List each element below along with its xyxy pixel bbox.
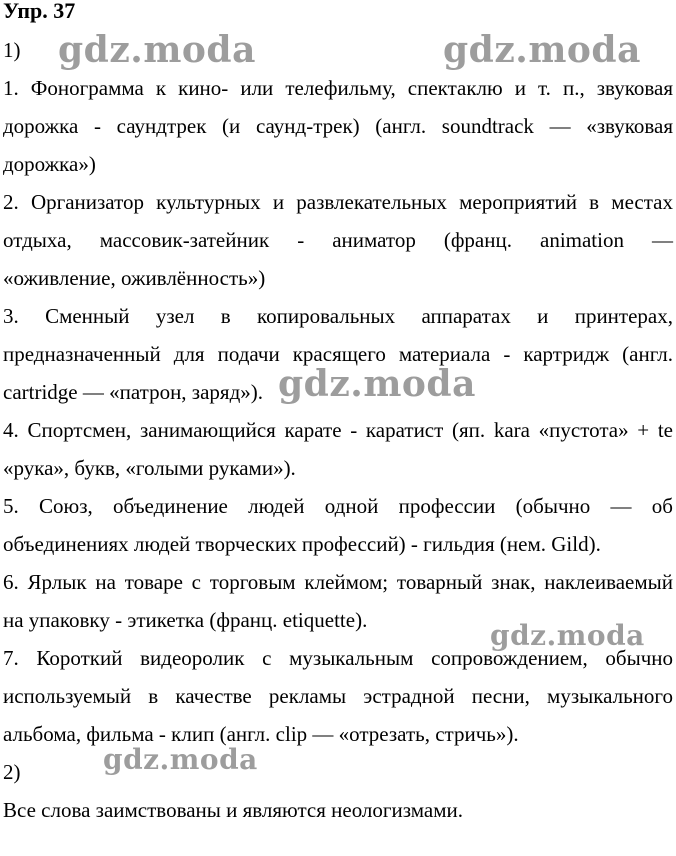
watermark-logo: gdz.moda <box>443 29 641 71</box>
part-1-marker: 1) <box>3 38 21 62</box>
part-2-marker: 2) <box>3 760 21 784</box>
item-5-line-1: 5. Союз, объединение людей одной профессии (обычно — об <box>3 494 673 518</box>
item-1-line-3: дорожка») <box>3 152 96 176</box>
item-3-line-1: 3. Сменный узел в копировальных аппаратах и принтерах, <box>3 304 673 328</box>
part-2-text: Все слова заимствованы и являются неологизмами. <box>3 798 463 822</box>
exercise-title: Упр. 37 <box>3 0 76 23</box>
item-7-line-1: 7. Короткий видеоролик с музыкальным сопровождением, обычно <box>3 646 673 670</box>
item-1-line-2: дорожка - саундтрек (и саунд-трек) (англ. soundtrack — «звуковая <box>3 114 673 138</box>
watermark-logo: gdz.moda <box>58 29 256 71</box>
watermark-logo: gdz.moda <box>278 363 476 405</box>
item-6-line-1: 6. Ярлык на товаре с торговым клеймом; товарный знак, наклеиваемый <box>3 570 673 594</box>
item-2-line-1: 2. Организатор культурных и развлекательных мероприятий в местах <box>3 190 673 214</box>
item-3-line-2: предназначенный для подачи красящего материала - картридж (англ. <box>3 342 673 366</box>
item-5-line-2: объединениях людей творческих профессий) - гильдия (нем. Gild). <box>3 532 601 556</box>
item-2-line-3: «оживление, оживлённость») <box>3 266 266 290</box>
item-4-line-2: «рука», букв, «голыми руками»). <box>3 456 296 480</box>
item-2-line-2: отдыха, массовик-затейник - аниматор (франц. animation — <box>3 228 673 252</box>
item-4-line-1: 4. Спортсмен, занимающийся карате - каратист (яп. kara «пустота» + te <box>3 418 673 442</box>
watermark-logo: gdz.moda <box>103 743 258 776</box>
item-7-line-2: используемый в качестве рекламы эстрадной песни, музыкального <box>3 684 673 708</box>
item-1-line-1: 1. Фонограмма к кино- или телефильму, спектаклю и т. п., звуковая <box>3 76 673 100</box>
item-7-line-3: альбома, фильма - клип (англ. clip — «отрезать, стричь»). <box>3 722 519 746</box>
item-3-line-3: cartridge — «патрон, заряд»). <box>3 380 264 404</box>
watermark-logo: gdz.moda <box>490 619 645 652</box>
item-6-line-2: на упаковку - этикетка (франц. etiquette). <box>3 608 368 632</box>
